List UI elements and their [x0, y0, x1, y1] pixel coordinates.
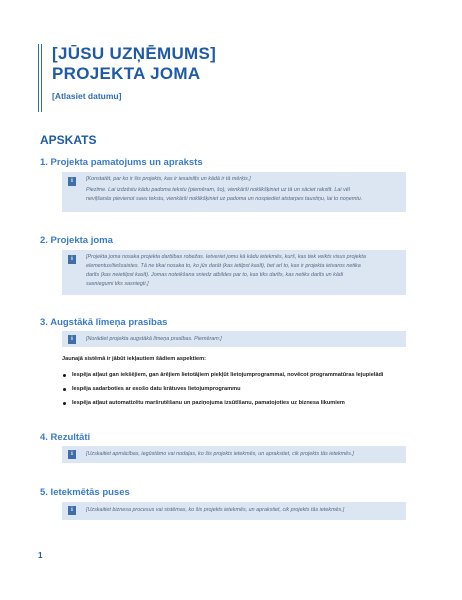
page-number: 1 [38, 551, 43, 560]
bullet-icon [63, 374, 66, 377]
date-picker-placeholder[interactable]: [Atlasiet datumu] [52, 91, 122, 101]
company-name-placeholder[interactable]: [JŪSU UZŅĒMUMS] [52, 44, 217, 63]
list-item-text: Iespēja atļaut gan iekšējiem, gan ārējiem lietotājiem piekļūt lietojumprogrammai, novēcot programmatūras lejupielādi [72, 372, 384, 378]
list-item-text: Iespēja sadarboties ar esošo datu krātuves lietojumprogrammu [72, 386, 241, 392]
bullet-icon [63, 402, 66, 405]
tip-text-line: sasniegumi tiks sasniegti.] [86, 281, 149, 287]
title-accent-bar [38, 44, 39, 112]
list-item [62, 399, 410, 408]
bullet-icon [63, 388, 66, 391]
info-icon: i [68, 506, 76, 515]
tip-text-line: [Uzskaitiet apmācības, iegūstāmo vai nodaļas, ko šis projekts ietekmēs, un aprakstiet, cik projekts tās ietekmēs.] [86, 451, 354, 457]
tip-text-line: neviļšanās pievienot savu tekstu, vienkārši noklikšķiniet uz padoma un nospiediet atstarpes taustiņu, lai to noņemtu. [86, 196, 363, 202]
list-item [62, 385, 410, 394]
tip-box[interactable] [62, 502, 406, 520]
tip-box[interactable] [62, 250, 406, 295]
info-icon: i [68, 335, 76, 344]
tip-text-line: [Konstatēt, par ko ir šis projekts, kas ir iesaistīts un kādā ir tā mērķis.] [86, 176, 251, 182]
tip-text-line: Piezīme. Lai izdzēstu kādu padoma tekstu (piemēram, šo), vienkārši noklikšķiniet uz tā un sāciet rakstīt. Lai vēl [86, 187, 350, 193]
section-heading-scope: 2. Projekta joma [40, 235, 113, 246]
list-item-text: Iespēja atļaut automatizētu maršrutēšanu un paziņojuma izsūtīšanu, pamatojoties uz biznesa likumiem [72, 400, 345, 406]
section-heading-deliverables: 4. Rezultāti [40, 432, 91, 443]
tip-text-line: [Projekta joma nosaka projekta darbības robežas. Ietveriet jomu kā kādu ietekmēs, kurš, kas tiek veikts visus projekta [86, 254, 366, 260]
title-accent-bars [38, 44, 42, 112]
section-heading-affected-parties: 5. Ietekmētās puses [40, 487, 130, 498]
section-heading-justification: 1. Projekta pamatojums un apraksts [40, 157, 203, 168]
tip-text-line: darīts (kas neietilpst kasīt). Jomas noteikšana sniedz atbildes par to, kas tiks darīts, kas netiks darīts un kādi [86, 272, 344, 278]
tip-text-line: [Uzskaitiet biznesa procesus vai sistēmas, ko šis projekts ietekmēs, un aprakstiet, cik projekts tās ietekmēs.] [86, 507, 345, 513]
title-accent-bar [41, 44, 42, 112]
overview-heading: APSKATS [40, 133, 97, 147]
info-icon: i [68, 177, 76, 186]
info-icon: i [68, 450, 76, 459]
tip-box[interactable] [62, 446, 406, 463]
tip-text-line: elementus/tiešsaistes. Tā ne tikai nosaka to, ko jūs darāt (kas ietilpst kasīt), bet arī to, kas ir projekta ietvaros netika [86, 263, 361, 269]
document-title: PROJEKTA JOMA [52, 64, 201, 83]
list-item [62, 371, 410, 380]
requirements-intro-text: Jaunajā sistēmā ir jābūt iekļautiem šādiem aspektiem: [62, 356, 206, 362]
section-heading-requirements: 3. Augstākā līmeņa prasības [40, 317, 168, 328]
tip-box[interactable] [62, 331, 406, 347]
tip-text-line: [Norādiet projekta augstākā līmeņa prasības. Piemēram:] [86, 336, 222, 342]
tip-box[interactable] [62, 172, 406, 212]
requirements-list [62, 371, 410, 413]
info-icon: i [68, 255, 76, 264]
